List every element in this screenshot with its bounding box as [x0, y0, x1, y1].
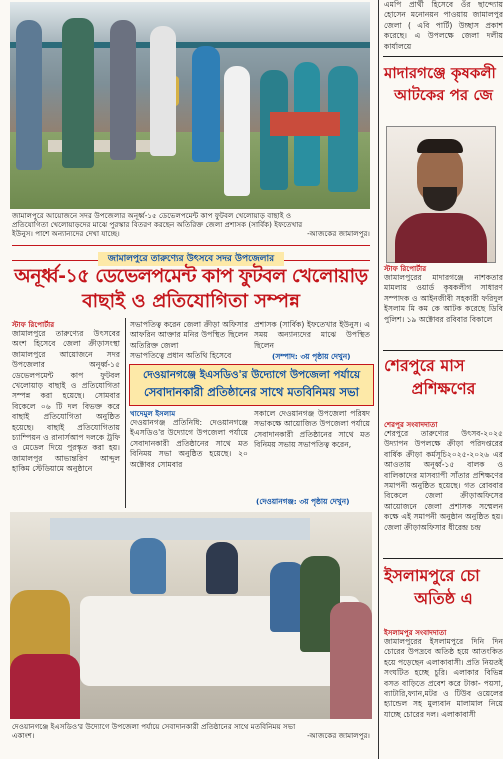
right-headline-2: [384, 354, 503, 400]
right-byline-3: ইসলামপুর সংবাদদাতা: [384, 628, 447, 637]
portrait-photo: [386, 126, 496, 263]
second-headline-1: দেওয়ানগঞ্জে ইএসডিও'র উদ্যোগে উপজেলা পর্যায়ে: [142, 369, 361, 381]
caption-line-3: ইউনুস। পাশে অন্যান্যদের দেখা যাচ্ছে।: [12, 229, 120, 238]
football-award-photo: [10, 2, 370, 209]
main-jump: (সম্পাদ: ৩য় পৃষ্ঠায় দেখুন): [272, 352, 351, 361]
main-byline: স্টাফ রিপোর্টার: [12, 320, 55, 329]
meeting-caption: [12, 722, 370, 740]
meeting-caption-line-1: দেওয়ানগঞ্জে ইএসডিও'র উদ্যোগে উপজেলা পর্যায়ে সেবাদানকারী প্রতিষ্ঠানের সাথে মতবিনিময় সভা: [12, 722, 296, 731]
right-headline-1a: মাদারগঞ্জে কৃষকলী: [384, 64, 496, 82]
headline-line-1: অনূর্ধ্ব-১৫ ডেভেলপমেন্ট কাপ ফুটবল খেলোয়াড়: [14, 265, 368, 287]
second-jump: (দেওয়ানগঞ্জ: ৩য় পৃষ্ঠায় দেখুন): [256, 497, 350, 506]
main-story-kicker: [12, 245, 370, 264]
right-byline-1: স্টাফ রিপোর্টার: [384, 264, 427, 273]
meeting-caption-line-2: একাংশ।: [12, 731, 35, 740]
top-photo-caption: [12, 211, 370, 238]
second-story-headline-box: [129, 364, 374, 406]
right-body-1: জামালপুরের মাদারগঞ্জে নাশকতার মামলায় ওয়ার্ড কৃষকলীগ সাধারণ সম্পাদক ও আইনজীবী সহকারী ফরিদুল ইসলাম মি কম কে আটক করেছে ডিবি পুলিশ। ১৯ অক্টোবর রবিবার বিকালে: [384, 273, 503, 324]
second-col-2: সকালে দেওয়ানগঞ্জ উপজেলা পরিষদ সভাকক্ষে আয়োজিত উপজেলা পর্যায়ে সেবাদানকারী প্রতিষ্ঠানের সাথে মত বিনিময় সভায় সভাপতিত্ব করেন,: [254, 409, 370, 450]
main-col-1: জামালপুরে তারুণ্যের উৎসবের অংশ হিসেবে জেলা ক্রীড়াসংস্থা জামালপুরে আয়োজনে সদর উপজেলার অনূর্ধ্ব-১৫ ডেভেলপমেন্ট কাপ ফুটবল খেলোয়াড় বাছাই ও প্রতিযোগিতা সম্পন্ন করা হয়েছে। সোমবার বিকেলে ০৬ টি দল বিভক্ত করে বাছাই প্রতিযোগিতা অনুষ্ঠিত হয়েছে। বাছাই প্রতিযোগিতায় চ্যাম্পিয়ন ও রানার্সআপ দলকে ট্রফি ও মেডেল দিয়ে পুরস্কৃত করা হয়। জামালপুর আভ্যন্তরিণ আব্দুল হাকিম স্টেডিয়ামে অনুষ্ঠানে: [12, 329, 120, 474]
caption-line-1: জামালপুরে আয়োজনে সদর উপজেলার অনূর্ধ্ব-১৫ ডেভেলপমেন্ট কাপ ফুটবল খেলোয়াড় বাছাই ও: [12, 211, 292, 220]
second-headline-2: সেবাদানকারী প্রতিষ্ঠানের সাথে মতবিনিময় সভা: [144, 385, 359, 399]
right-headline-2b: প্রশিক্ষণের: [411, 379, 476, 398]
right-headline-1: [384, 62, 503, 106]
second-byline: খাদেমুল ইসলাম: [130, 409, 176, 418]
main-col-3: প্রশাসক (সার্বিক) ইফতেখার ইউনুস। এ সময় অন্যান্যদের মাঝে উপস্থিত ছিলেন: [254, 320, 370, 350]
photo-credit: -আজকের জামালপুর।: [307, 229, 370, 238]
meeting-credit: -আজকের জামালপুর।: [307, 731, 370, 740]
right-body-3: জামালপুরের ইসলামপুরে দিনি দিন চোরের উপদ্রবে অতিষ্ঠ হয়ে আতংকিত হয়ে পড়েছেন এলাকাবাসী। প্রতি নিয়তই সংঘটিত হচ্ছে চুরি। এলাকার বিভিন্ন বসত বাড়িতে প্রবেশ করে টাকা- পয়সা, ব্যাটারি,ফ্যান,মটর ও টিউব ওয়েলের হ্যান্ডেল সহ মুল্যবান মালামাল নিয়ে যাচ্ছে চোরের দল। এলাকাবাসী: [384, 637, 503, 719]
right-headline-3b: অতিষ্ঠ এ: [414, 589, 473, 608]
right-top-text: এমপি প্রার্থী হিসেবে ওঁর ছান্দ্যোয় হোসেন মনোনয়ন পাওয়ায় জামালপুর জেলা ( এবি পার্টি) উচ্ছাস প্রকাশ করেছে। এ উপলক্ষে জেলা দলীয় কার্যালয়ে: [384, 0, 503, 51]
meeting-photo: [10, 512, 372, 719]
right-headline-1b: আটকের পর জে: [394, 86, 493, 104]
second-col-1: দেওয়ানগঞ্জ প্রতিনিধি: দেওয়ানগঞ্জে ইএসডিও'র উদ্যোগে উপজেলা পর্যায়ে সেবাদানকারী প্রতিষ্ঠানের সাথে মত বিনিময় সভা অনুষ্ঠিত হয়েছে। ২০ অক্টোবর সোমবার: [130, 418, 248, 469]
right-headline-2a: শেরপুরে মাস: [384, 356, 465, 375]
main-col-2b: সভাপতিত্বে প্রধান অতিথি হিসেবে: [130, 351, 232, 360]
right-headline-3: [384, 564, 503, 610]
headline-line-2: বাছাই ও প্রতিযোগিতা সম্পন্ন: [82, 290, 300, 312]
right-headline-3a: ইসলামপুরে চো: [384, 566, 480, 585]
main-col-2: সভাপতিত্ব করেন জেলা ক্রীড়া অফিসার আফরিন আক্তার মনির উপস্থিত ছিলেন অতিরিক্ত জেলা: [130, 320, 248, 350]
right-body-2: শেরপুরে তারুণ্যের উৎসব-২০২৫ উদ্যাপন উপলক্ষে ক্রীড়া পরিদপ্তরের বার্ষিক ক্রীড়া কর্মসূচি২০২৫-২০২৬ এর আওতায় অনূর্ধ্ব-১৫ বালক ও বালিকাদের মাসব্যাপী সাঁতার প্রশিক্ষণের সমাপনী অনুষ্ঠিত হয়েছে। গত রোববার বিকেলে জেলা ক্রীড়াঅফিসের আয়োজনে জেলা প্রশাসক সম্মেলন কক্ষে এই সমাপনী অনুষ্ঠান অনুষ্ঠিত হয়। জেলা ক্রীড়াঅফিসার ধীরেন্দ্র চন্দ্র: [384, 429, 503, 532]
right-byline-2: শেরপুর সংবাদদাতা: [384, 420, 438, 429]
kicker-text: জামালপুরে তারুণ্যের উৎসবে সদর উপজেলার: [98, 252, 284, 266]
main-headline: [10, 264, 372, 313]
caption-line-2: প্রতিযোগিতা খেলোয়াড়দের মাঝে পুরস্কার বিতরণ করছেন অতিরিক্ত জেলা প্রশাসক (সার্বিক) ইফতেখার: [12, 220, 303, 229]
